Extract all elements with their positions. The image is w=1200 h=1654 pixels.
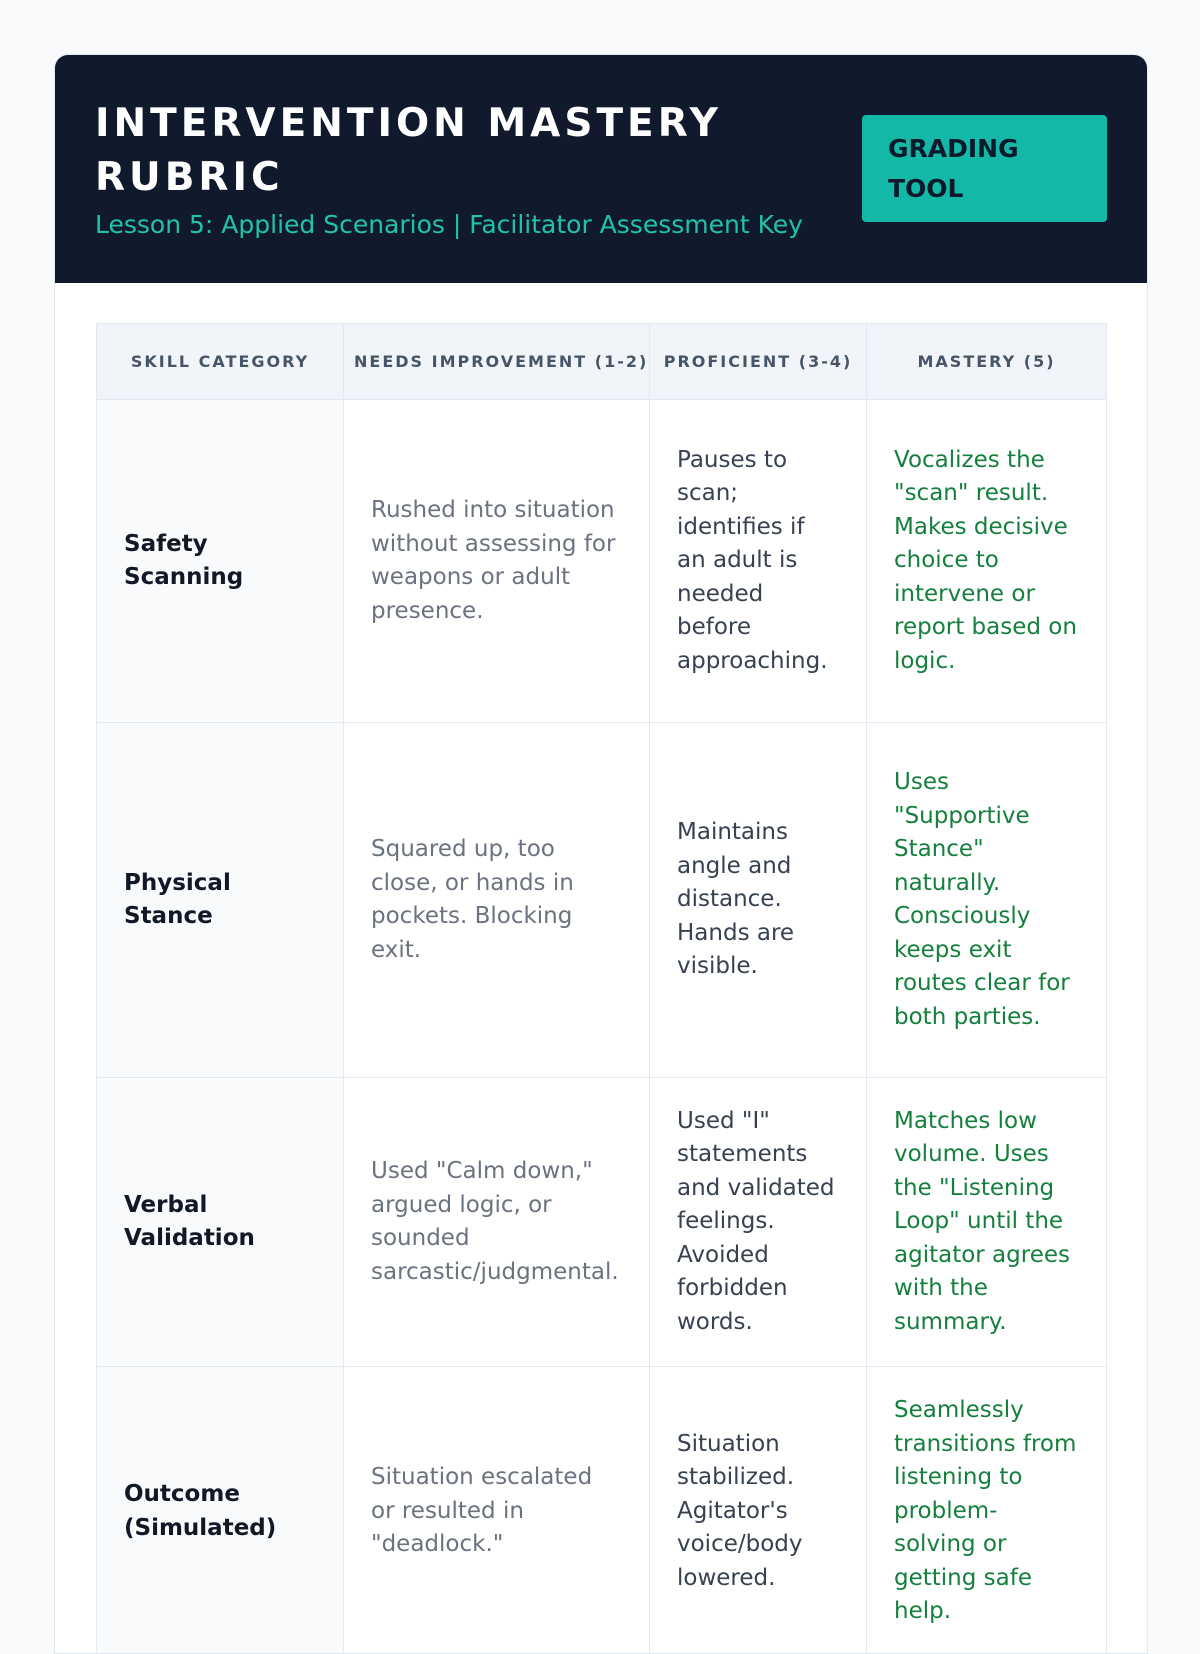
- page-subtitle: Lesson 5: Applied Scenarios | Facilitator Assessment Key: [95, 207, 855, 243]
- table-wrapper: [55, 283, 1147, 1654]
- rubric-card: [54, 54, 1148, 1654]
- column-header-needs-improvement: NEEDS IMPROVEMENT (1-2): [344, 324, 650, 400]
- proficient-cell: Situation stabilized. Agitator's voice/body lowered.: [650, 1367, 867, 1654]
- column-header-mastery: MASTERY (5): [867, 324, 1107, 400]
- skill-cell: Outcome (Simulated): [97, 1367, 344, 1654]
- header-text: [95, 97, 855, 243]
- mastery-cell: Vocalizes the "scan" result. Makes decisive choice to intervene or report based on logic.: [867, 400, 1107, 723]
- table-row: [97, 723, 1107, 1078]
- page-title: INTERVENTION MASTERY RUBRIC: [95, 97, 855, 205]
- mastery-cell: Matches low volume. Uses the "Listening Loop" until the agitator agrees with the summary.: [867, 1078, 1107, 1367]
- needs-improvement-cell: Used "Calm down," argued logic, or sounded sarcastic/judgmental.: [344, 1078, 650, 1367]
- column-header-proficient: PROFICIENT (3-4): [650, 324, 867, 400]
- mastery-cell: Seamlessly transitions from listening to problem-solving or getting safe help.: [867, 1367, 1107, 1654]
- mastery-cell: Uses "Supportive Stance" naturally. Consciously keeps exit routes clear for both parties.: [867, 723, 1107, 1078]
- skill-cell: Safety Scanning: [97, 400, 344, 723]
- proficient-cell: Pauses to scan; identifies if an adult is needed before approaching.: [650, 400, 867, 723]
- table-row: [97, 1078, 1107, 1367]
- proficient-cell: Used "I" statements and validated feelings. Avoided forbidden words.: [650, 1078, 867, 1367]
- skill-cell: Physical Stance: [97, 723, 344, 1078]
- table-row: [97, 400, 1107, 723]
- needs-improvement-cell: Situation escalated or resulted in "deadlock.": [344, 1367, 650, 1654]
- table-row: [97, 1367, 1107, 1654]
- column-header-skill-category: SKILL CATEGORY: [97, 324, 344, 400]
- header-banner: [55, 55, 1147, 283]
- proficient-cell: Maintains angle and distance. Hands are visible.: [650, 723, 867, 1078]
- table-header-row: [97, 324, 1107, 400]
- skill-cell: Verbal Validation: [97, 1078, 344, 1367]
- rubric-table: [96, 323, 1107, 1654]
- needs-improvement-cell: Rushed into situation without assessing for weapons or adult presence.: [344, 400, 650, 723]
- needs-improvement-cell: Squared up, too close, or hands in pockets. Blocking exit.: [344, 723, 650, 1078]
- grading-tool-badge: GRADING TOOL: [862, 115, 1107, 222]
